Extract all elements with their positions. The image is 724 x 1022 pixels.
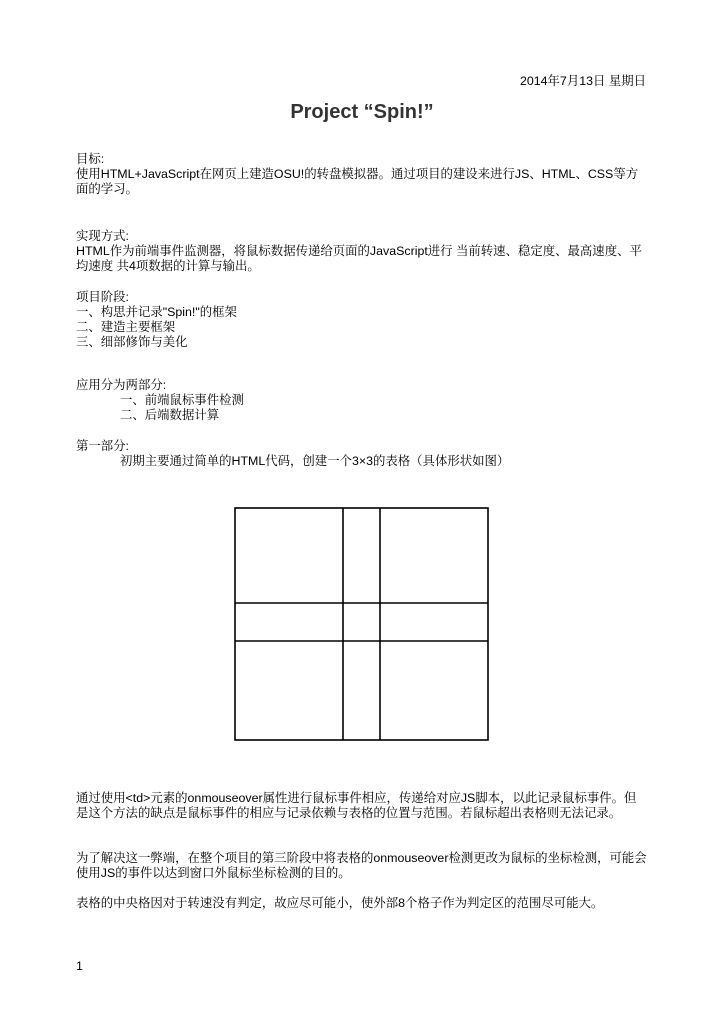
grid-figure [234, 507, 490, 743]
part-one-heading: 第一部分: [76, 439, 130, 453]
document-date: 2014年7月13日 星期日 [519, 74, 646, 88]
phase-item: 二、建造主要框架 [76, 320, 176, 334]
method-text: HTML作为前端事件监测器，将鼠标数据传递给页面的JavaScript进行 当前转速、稳定度、最高速度、平均速度 共4项数据的计算与输出。 [76, 244, 642, 273]
body-paragraph: 通过使用<td>元素的onmouseover属性进行鼠标事件相应，传递给对应JS脚本，以此记录鼠标事件。但是这个方法的缺点是鼠标事件的相应与记录依赖与表格的位置与范围。若鼠标超出表格则无法记录。 [76, 791, 637, 820]
goal-section [76, 152, 648, 197]
body-paragraph: 表格的中央格因对于转速没有判定，故应尽可能小，使外部8个格子作为判定区的范围尽可能大。 [76, 896, 604, 910]
body-paragraph: 为了解决这一弊端，在整个项目的第三阶段中将表格的onmouseover检测更改为鼠标的坐标检测，可能会使用JS的事件以达到窗口外鼠标坐标检测的目的。 [76, 851, 647, 880]
phase-item: 一、构思并记录"Spin!"的框架 [76, 305, 237, 319]
method-section [76, 229, 648, 274]
parts-heading: 应用分为两部分: [76, 378, 167, 392]
goal-text: 使用HTML+JavaScript在网页上建造OSU!的转盘模拟器。通过项目的建设来进行JS、HTML、CSS等方面的学习。 [76, 167, 639, 196]
part-item: 一、前端鼠标事件检测 [120, 393, 244, 407]
page-number: 1 [76, 959, 83, 973]
phase-item: 三、细部修饰与美化 [76, 335, 188, 349]
phases-section [76, 290, 648, 350]
goal-heading: 目标: [76, 152, 105, 166]
grid-outer-border [235, 508, 488, 740]
phases-heading: 项目阶段: [76, 290, 130, 304]
method-heading: 实现方式: [76, 229, 130, 243]
part-one-section [76, 439, 648, 469]
parts-section [76, 378, 648, 423]
part-item: 二、后端数据计算 [120, 408, 220, 422]
document-title: Project “Spin!” [290, 101, 434, 123]
part-one-text: 初期主要通过简单的HTML代码，创建一个3×3的表格（具体形状如图） [120, 454, 510, 468]
